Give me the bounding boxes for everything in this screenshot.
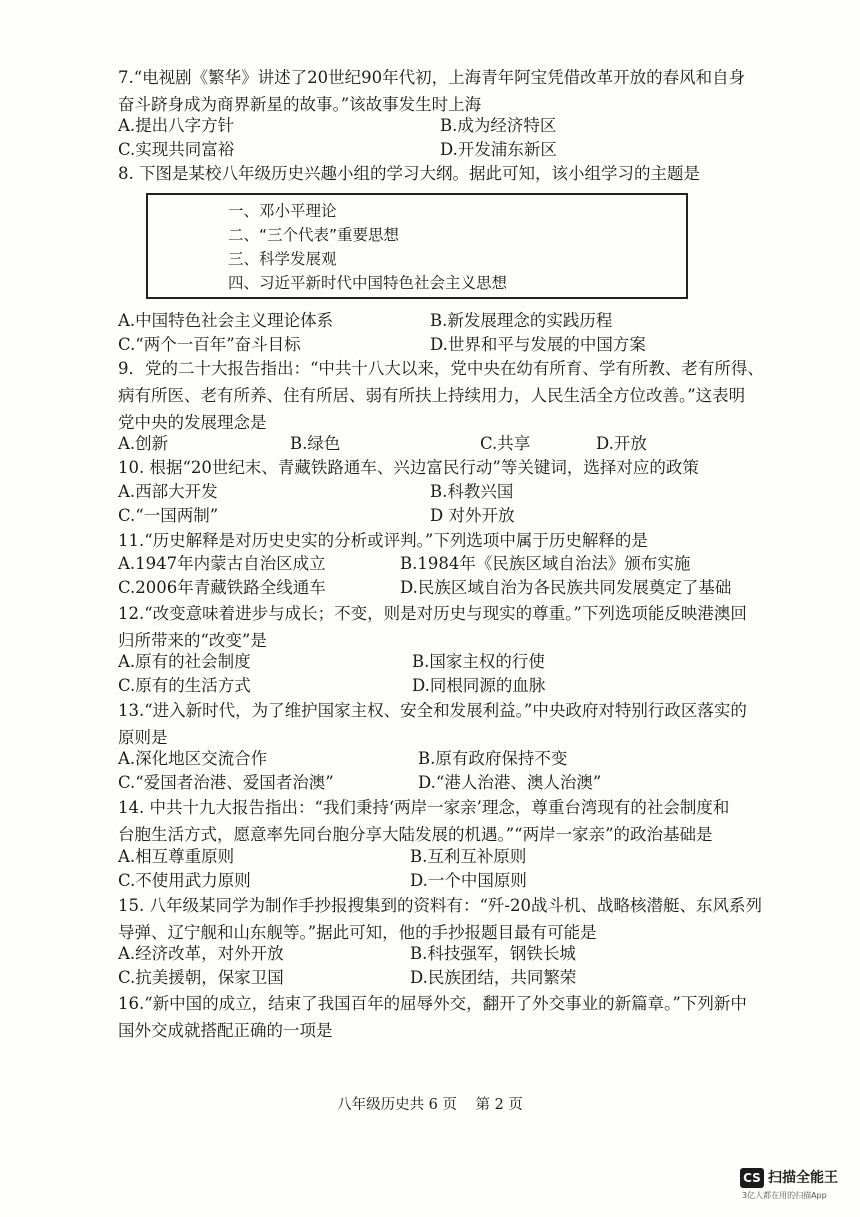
- question-11: [118, 527, 758, 554]
- question-line: 11.“历史解释是对历史史实的分析或评判。”下列选项中属于历史解释的是: [118, 531, 648, 550]
- question-line: 奋斗跻身成为商界新星的故事。”该故事发生时上海: [118, 95, 482, 114]
- option-c: C.“两个一百年”奋斗目标: [118, 335, 301, 354]
- option-c: C.“爱国者治港、爱国者治澳”: [118, 773, 334, 792]
- question-15: [118, 892, 762, 946]
- option-b: B.互利互补原则: [410, 847, 527, 866]
- option-d: D.同根同源的血脉: [412, 676, 546, 695]
- option-b: B.绿色: [290, 434, 341, 453]
- option-d: D.开发浦东新区: [440, 140, 557, 159]
- option-d: D.世界和平与发展的中国方案: [430, 335, 646, 354]
- question-14: [118, 794, 758, 848]
- study-outline-box: [146, 193, 688, 299]
- question-line: 12.“改变意味着进步与成长；不变，则是对历史与现实的尊重。”下列选项能反映港澳回: [118, 604, 747, 623]
- option-a: A.创新: [118, 434, 169, 453]
- page-footer: 八年级历史共 6 页 第 2 页: [337, 1097, 523, 1113]
- camscanner-logo-icon: CS: [740, 1168, 764, 1188]
- option-b: B.成为经济特区: [440, 116, 557, 135]
- option-d: D.“港人治港、澳人治澳”: [418, 773, 602, 792]
- option-d: D.一个中国原则: [410, 871, 527, 890]
- option-a: A.提出八字方针: [118, 116, 235, 135]
- question-9: [118, 355, 764, 436]
- option-a: A.经济改革，对外开放: [118, 944, 284, 963]
- option-c: C.共享: [480, 434, 531, 453]
- question-line: 原则是: [118, 728, 168, 747]
- question-line: 国外交成就搭配正确的一项是: [118, 1021, 333, 1040]
- outline-item: 三、科学发展观: [228, 250, 337, 268]
- scanner-watermark: [716, 1164, 856, 1204]
- option-b: B.原有政府保持不变: [418, 749, 568, 768]
- option-a: A.相互尊重原则: [118, 847, 235, 866]
- question-line: 13.“进入新时代，为了维护国家主权、安全和发展利益。”中央政府对特别行政区落实的: [118, 701, 747, 720]
- question-line: 党中央的发展理念是: [118, 413, 267, 432]
- option-c: C.实现共同富裕: [118, 140, 235, 159]
- option-c: C.原有的生活方式: [118, 676, 251, 695]
- option-a: A.深化地区交流合作: [118, 749, 268, 768]
- question-line: 8. 下图是某校八年级历史兴趣小组的学习大纲。据此可知，该小组学习的主题是: [118, 164, 700, 183]
- option-a: A.中国特色社会主义理论体系: [118, 311, 334, 330]
- question-line: 15. 八年级某同学为制作手抄报搜集到的资料有：“歼-20战斗机、战略核潜艇、东风系列: [118, 896, 762, 915]
- option-b: B.1984年《民族区域自治法》颁布实施: [400, 554, 691, 573]
- option-d: D.民族区域自治为各民族共同发展奠定了基础: [400, 578, 732, 597]
- question-line: 台胞生活方式，愿意率先同台胞分享大陆发展的机遇。”“两岸一家亲”的政治基础是: [118, 825, 713, 844]
- watermark-name: 扫描全能王: [768, 1170, 838, 1186]
- watermark-tagline: 3亿人都在用的扫描App: [742, 1191, 827, 1200]
- outline-item: 四、习近平新时代中国特色社会主义思想: [228, 274, 508, 292]
- question-8: [118, 160, 758, 187]
- question-13: [118, 697, 758, 751]
- option-a: A.原有的社会制度: [118, 652, 251, 671]
- question-line: 16.“新中国的成立，结束了我国百年的屈辱外交，翻开了外交事业的新篇章。”下列新中: [118, 994, 747, 1013]
- question-line: 14. 中共十九大报告指出：“我们秉持‘两岸一家亲’理念，尊重台湾现有的社会制度和: [118, 798, 730, 817]
- outline-item: 二、“三个代表”重要思想: [228, 226, 400, 244]
- option-b: B.科教兴国: [430, 482, 514, 501]
- option-d: D.开放: [596, 434, 647, 453]
- question-7: [118, 64, 758, 118]
- option-c: C.抗美援朝，保家卫国: [118, 968, 284, 987]
- question-line: 病有所医、老有所养、住有所居、弱有所扶上持续用力，人民生活全方位改善。”这表明: [118, 386, 746, 405]
- question-12: [118, 600, 758, 654]
- option-c: C.“一国两制”: [118, 506, 219, 525]
- option-d: D 对外开放: [430, 506, 515, 525]
- question-line: 7.“电视剧《繁华》讲述了20世纪90年代初，上海青年阿宝凭借改革开放的春风和自身: [118, 68, 746, 87]
- option-c: C.2006年青藏铁路全线通车: [118, 578, 326, 597]
- question-line: 归所带来的“改变”是: [118, 631, 267, 650]
- outline-item: 一、邓小平理论: [228, 202, 337, 220]
- option-a: A.西部大开发: [118, 482, 218, 501]
- option-b: B.科技强军，钢铁长城: [410, 944, 576, 963]
- question-16: [118, 990, 758, 1044]
- question-10: [118, 454, 758, 481]
- option-b: B.新发展理念的实践历程: [430, 311, 613, 330]
- question-line: 导弹、辽宁舰和山东舰等。”据此可知，他的手抄报题目最有可能是: [118, 923, 597, 942]
- option-a: A.1947年内蒙古自治区成立: [118, 554, 326, 573]
- question-line: 10. 根据“20世纪末、青藏铁路通车、兴边富民行动”等关键词，选择对应的政策: [118, 458, 699, 477]
- option-b: B.国家主权的行使: [412, 652, 545, 671]
- option-c: C.不使用武力原则: [118, 871, 251, 890]
- question-line: 9．党的二十大报告指出：“中共十八大以来，党中央在幼有所育、学有所教、老有所得、: [118, 359, 764, 378]
- option-d: D.民族团结，共同繁荣: [410, 968, 577, 987]
